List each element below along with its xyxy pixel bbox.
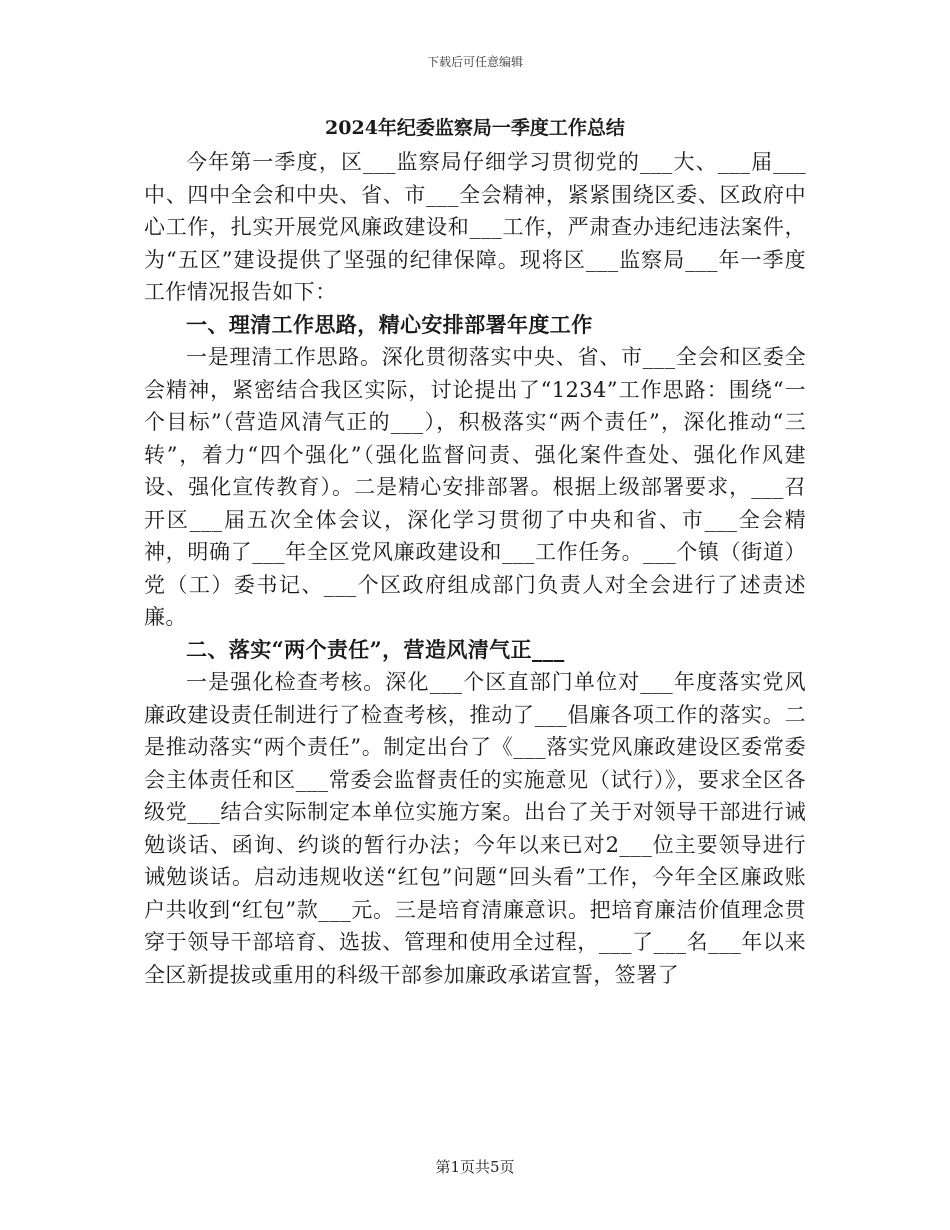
document-title: 2024年纪委监察局一季度工作总结 xyxy=(325,117,625,139)
section-heading-1: 一、理清工作思路，精心安排部署年度工作 xyxy=(186,311,593,337)
section-1-paragraph: 一是理清工作思路。深化贯彻落实中央、省、市___全会和区委全会精神，紧密结合我区实际，讨论提出了“1234”工作思路：围绕“一个目标”（营造风清气正的___），积极落实“两个责任”，深化推动“三转”，着力“四个强化”（强化监督问责、强化案件查处、强化作风建设、强化宣传教育）。二是精心安排部署。根据上级部署要求，___召开区___届五次全体会议，深化学习贯彻了中央和省、市___全会精神，明确了___年全区党风廉政建设和___工作任务。___个镇（街道）党（工）委书记、___个区政府组成部门负责人对全会进行了述责述廉。 xyxy=(144,345,806,629)
page-number-footer: 第1页共5页 xyxy=(435,1158,515,1176)
page-header-note: 下载后可任意编辑 xyxy=(426,55,523,69)
section-2-paragraph: 一是强化检查考核。深化___个区直部门单位对___年度落实党风廉政建设责任制进行了检查考核，推动了___倡廉各项工作的落实。二是推动落实“两个责任”。制定出台了《___落实党风廉政建设区委常委会主体责任和区___常委会监督责任的实施意见（试行）》，要求全区各级党___结合实际制定本单位实施方案。出台了关于对领导干部进行诫勉谈话、函询、约谈的暂行办法；今年以来已对2___位主要领导进行诫勉谈话。启动违规收送“红包”问题“回头看”工作，今年全区廉政账户共收到“红包”款___元。三是培育清廉意识。把培育廉洁价值理念贯穿于领导干部培育、选拔、管理和使用全过程，___了___名___年以来全区新提拔或重用的科级干部参加廉政承诺宣誓，签署了 xyxy=(144,670,806,987)
section-heading-2: 二、落实“两个责任”，营造风清气正___ xyxy=(186,636,565,662)
document-body xyxy=(144,112,806,991)
intro-paragraph: 今年第一季度，区___监察局仔细学习贯彻党的___大、___届___中、四中全会和中央、省、市___全会精神，紧紧围绕区委、区政府中心工作，扎实开展党风廉政建设和___工作，严肃查办违纪违法案件，为“五区”建设提供了坚强的纪律保障。现将区___监察局___年一季度工作情况报告如下： xyxy=(144,150,806,304)
